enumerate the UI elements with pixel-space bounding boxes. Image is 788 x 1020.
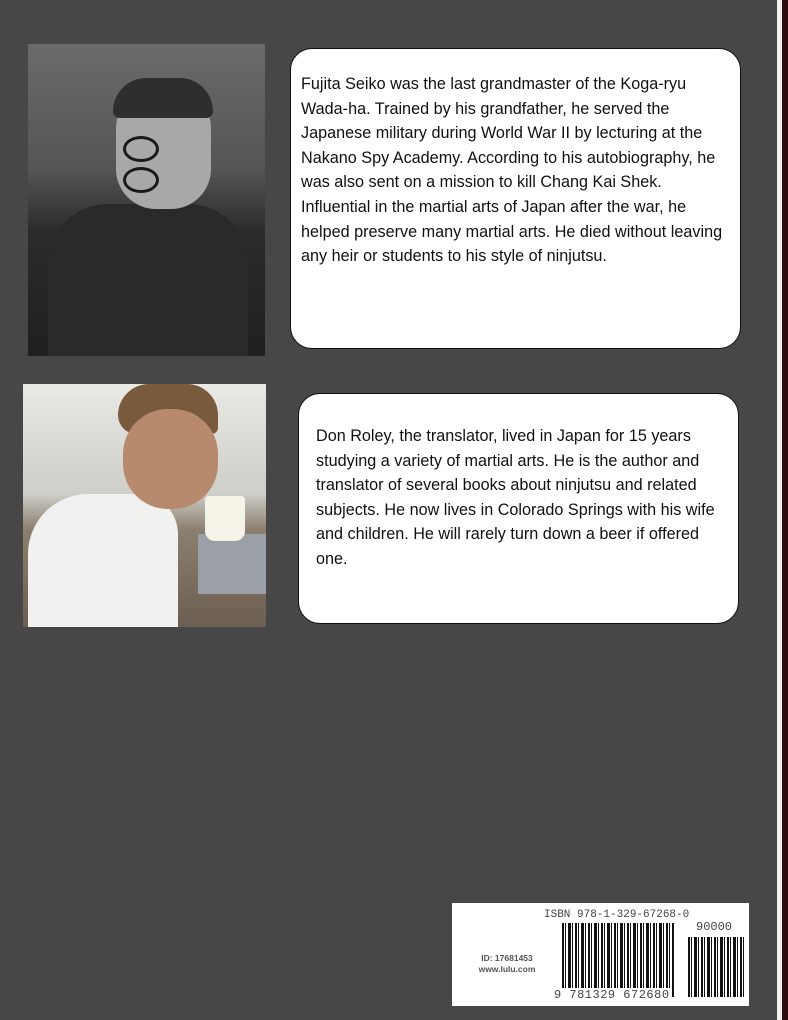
roley-bio-text: Don Roley, the translator, lived in Japan for 15 years studying a variety of martial arts. He is the author and translator of several books about ninjutsu and related subjects. He now lives in Colorado Springs with his wife and children. He will rarely turn down a beer if offered one. (316, 427, 715, 568)
don-roley-photo (23, 384, 266, 627)
spine-edge (782, 0, 788, 1020)
lulu-site: www.lulu.com (478, 964, 536, 974)
lulu-id: ID: 17681453 (481, 953, 533, 963)
seiko-bio-box (290, 48, 741, 349)
barcode-bars (562, 923, 674, 997)
publisher-info (468, 953, 546, 975)
price-code: 90000 (696, 920, 733, 934)
seiko-bio-text: Fujita Seiko was the last grandmaster of the Koga-ryu Wada-ha. Trained by his grandfather, he served the Japanese military during World War II by lecturing at the Nakano Spy Academy. According to his autobiography, he was also sent on a mission to kill Chang Kai Shek. Influential in the martial arts of Japan after the war, he helped preserve many martial arts. He died without leaving any heir or students to his style of ninjutsu. (301, 75, 723, 266)
roley-bio-box (298, 393, 739, 624)
isbn-barcode (452, 903, 749, 1006)
addon-barcode-bars (688, 937, 745, 997)
fujita-seiko-photo (28, 44, 265, 356)
barcode-digits: 9 781329 672680 (554, 988, 670, 1002)
isbn-text: ISBN 978-1-329-67268-0 (544, 909, 690, 921)
